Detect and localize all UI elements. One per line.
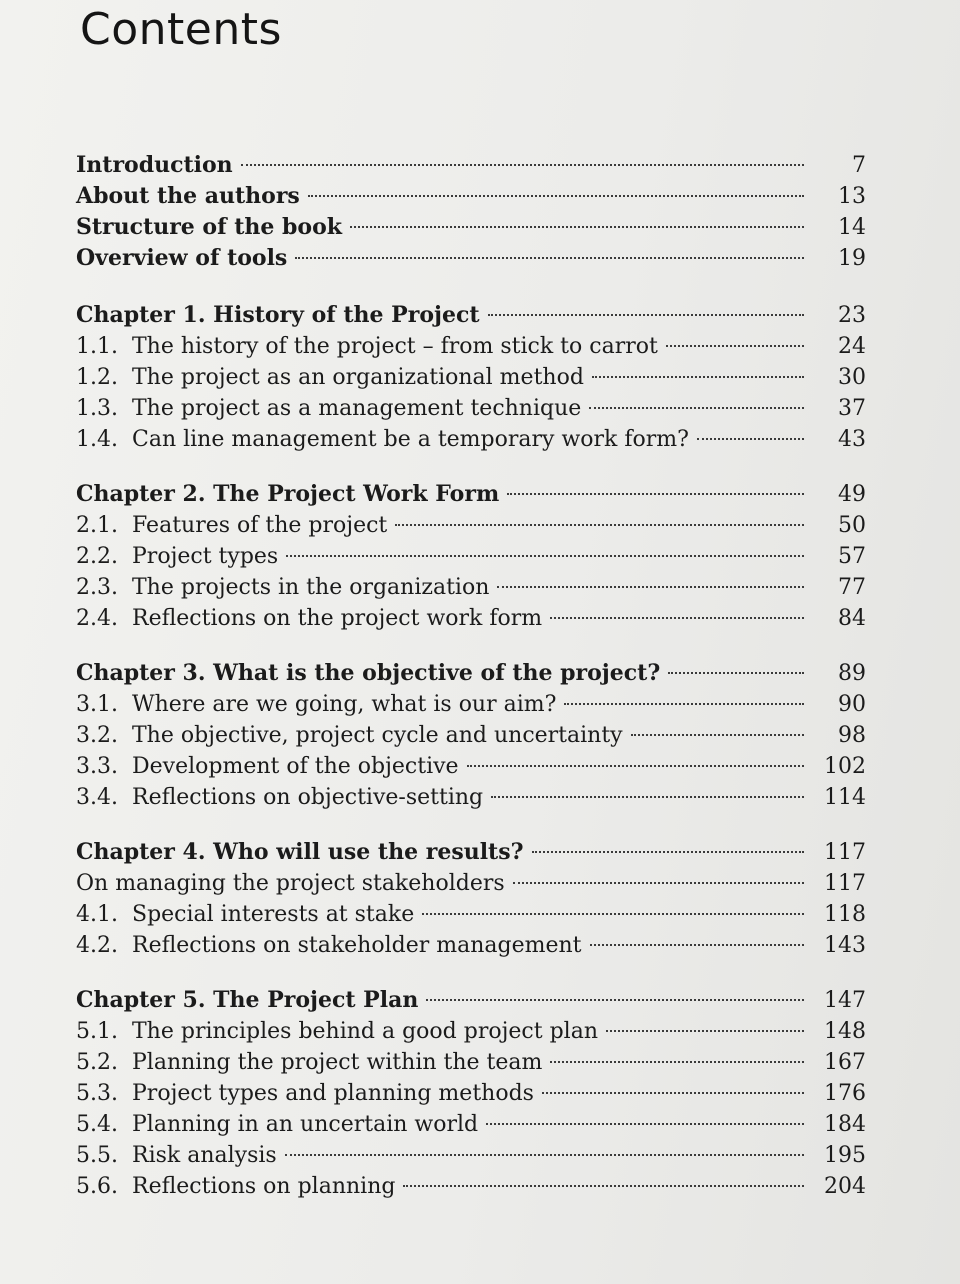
toc-entry[interactable] xyxy=(76,1016,876,1047)
toc-entry-number: 3.3. xyxy=(76,754,118,779)
toc-entry[interactable] xyxy=(76,181,876,212)
toc-entry-number: 3.1. xyxy=(76,692,118,717)
dot-leader xyxy=(426,999,804,1001)
toc-entry-number: 5.2. xyxy=(76,1050,118,1075)
toc-entry-page: 30 xyxy=(838,365,866,390)
toc-entry[interactable] xyxy=(76,1078,876,1109)
toc-entry-page: 90 xyxy=(838,692,866,717)
table-of-contents xyxy=(76,150,876,1226)
dot-leader xyxy=(488,314,804,316)
toc-entry-page: 114 xyxy=(824,785,866,810)
toc-entry-title: Where are we going, what is our aim? xyxy=(132,692,557,717)
toc-entry[interactable] xyxy=(76,930,876,961)
toc-entry-title: The principles behind a good project plan xyxy=(132,1019,598,1044)
dot-leader xyxy=(286,555,804,557)
toc-group xyxy=(76,837,876,961)
toc-entry[interactable] xyxy=(76,479,876,510)
toc-entry-title: The objective, project cycle and uncertainty xyxy=(132,723,623,748)
toc-entry-number: 4.2. xyxy=(76,933,118,958)
toc-entry-page: 102 xyxy=(824,754,866,779)
dot-leader xyxy=(697,438,804,440)
toc-entry-number: 2.3. xyxy=(76,575,118,600)
toc-entry-number: 1.1. xyxy=(76,334,118,359)
dot-leader xyxy=(395,524,804,526)
dot-leader xyxy=(550,617,804,619)
toc-entry[interactable] xyxy=(76,212,876,243)
dot-leader xyxy=(285,1154,804,1156)
toc-entry-page: 57 xyxy=(838,544,866,569)
toc-entry-number: 1.2. xyxy=(76,365,118,390)
toc-group xyxy=(76,658,876,813)
toc-entry-title: Introduction xyxy=(76,152,233,178)
toc-group xyxy=(76,985,876,1202)
toc-entry-number: 1.4. xyxy=(76,427,118,452)
dot-leader xyxy=(550,1061,804,1063)
toc-entry[interactable] xyxy=(76,393,876,424)
toc-entry-title: On managing the project stakeholders xyxy=(76,871,505,896)
toc-entry[interactable] xyxy=(76,362,876,393)
toc-entry[interactable] xyxy=(76,720,876,751)
toc-entry[interactable] xyxy=(76,1140,876,1171)
toc-entry[interactable] xyxy=(76,510,876,541)
toc-entry-page: 43 xyxy=(838,427,866,452)
dot-leader xyxy=(666,345,804,347)
toc-entry-page: 50 xyxy=(838,513,866,538)
toc-entry-page: 49 xyxy=(838,482,866,507)
toc-entry-number: 3.2. xyxy=(76,723,118,748)
toc-entry-title: Chapter 5. The Project Plan xyxy=(76,987,419,1013)
dot-leader xyxy=(241,164,804,166)
toc-entry-title: Project types xyxy=(132,544,279,569)
dot-leader xyxy=(513,882,804,884)
toc-entry-page: 24 xyxy=(838,334,866,359)
toc-entry[interactable] xyxy=(76,572,876,603)
toc-entry-number: 5.5. xyxy=(76,1143,118,1168)
toc-entry-number: 5.1. xyxy=(76,1019,118,1044)
toc-entry-title: Reflections on objective-setting xyxy=(132,785,484,810)
toc-group xyxy=(76,150,876,274)
toc-entry-title: Planning in an uncertain world xyxy=(132,1112,479,1137)
toc-group xyxy=(76,479,876,634)
toc-entry-page: 37 xyxy=(838,396,866,421)
dot-leader xyxy=(507,493,804,495)
toc-entry[interactable] xyxy=(76,899,876,930)
toc-entry[interactable] xyxy=(76,658,876,689)
toc-entry-title: The project as an organizational method xyxy=(132,365,584,390)
toc-entry[interactable] xyxy=(76,424,876,455)
toc-entry-title: Features of the project xyxy=(132,513,388,538)
toc-entry-page: 204 xyxy=(824,1174,866,1199)
toc-entry[interactable] xyxy=(76,1047,876,1078)
dot-leader xyxy=(592,376,804,378)
dot-leader xyxy=(486,1123,804,1125)
toc-entry-title: Overview of tools xyxy=(76,245,288,271)
toc-entry-number: 5.3. xyxy=(76,1081,118,1106)
toc-entry-title: Structure of the book xyxy=(76,214,343,240)
toc-entry-title: Chapter 4. Who will use the results? xyxy=(76,839,524,865)
toc-entry[interactable] xyxy=(76,331,876,362)
toc-entry-title: Development of the objective xyxy=(132,754,459,779)
toc-entry-number: 3.4. xyxy=(76,785,118,810)
toc-entry-page: 118 xyxy=(824,902,866,927)
dot-leader xyxy=(308,195,804,197)
toc-entry-page: 14 xyxy=(838,215,866,240)
toc-entry-title: The history of the project – from stick to carrot xyxy=(132,334,658,359)
toc-entry-page: 13 xyxy=(838,184,866,209)
dot-leader xyxy=(631,734,804,736)
toc-entry-number: 5.6. xyxy=(76,1174,118,1199)
toc-entry-page: 23 xyxy=(838,303,866,328)
toc-entry-page: 184 xyxy=(824,1112,866,1137)
toc-entry-title: Planning the project within the team xyxy=(132,1050,543,1075)
toc-entry-number: 2.1. xyxy=(76,513,118,538)
toc-entry[interactable] xyxy=(76,541,876,572)
toc-entry[interactable] xyxy=(76,837,876,868)
toc-entry[interactable] xyxy=(76,603,876,634)
toc-entry-page: 143 xyxy=(824,933,866,958)
toc-entry-title: Chapter 2. The Project Work Form xyxy=(76,481,500,507)
toc-entry-page: 98 xyxy=(838,723,866,748)
dot-leader xyxy=(491,796,804,798)
toc-entry-number: 2.2. xyxy=(76,544,118,569)
toc-entry[interactable] xyxy=(76,243,876,274)
dot-leader xyxy=(606,1030,804,1032)
toc-entry-page: 84 xyxy=(838,606,866,631)
toc-entry[interactable] xyxy=(76,782,876,813)
toc-entry-page: 148 xyxy=(824,1019,866,1044)
toc-entry-title: Special interests at stake xyxy=(132,902,415,927)
toc-entry-title: About the authors xyxy=(76,183,300,209)
toc-entry[interactable] xyxy=(76,1109,876,1140)
toc-entry-title: Risk analysis xyxy=(132,1143,277,1168)
toc-entry-title: Chapter 3. What is the objective of the project? xyxy=(76,660,661,686)
toc-entry[interactable] xyxy=(76,689,876,720)
toc-entry-page: 77 xyxy=(838,575,866,600)
toc-entry-title: Reflections on planning xyxy=(132,1174,396,1199)
toc-entry-title: Chapter 1. History of the Project xyxy=(76,302,480,328)
toc-entry-page: 176 xyxy=(824,1081,866,1106)
toc-entry[interactable] xyxy=(76,751,876,782)
page-title: Contents xyxy=(80,4,282,55)
toc-entry-page: 7 xyxy=(852,153,866,178)
toc-entry-page: 195 xyxy=(824,1143,866,1168)
dot-leader xyxy=(542,1092,804,1094)
dot-leader xyxy=(350,226,804,228)
toc-entry-title: The project as a management technique xyxy=(132,396,582,421)
toc-entry[interactable] xyxy=(76,985,876,1016)
dot-leader xyxy=(497,586,804,588)
toc-entry[interactable] xyxy=(76,868,876,899)
dot-leader xyxy=(668,672,804,674)
dot-leader xyxy=(422,913,804,915)
toc-entry-number: 2.4. xyxy=(76,606,118,631)
toc-entry-title: Can line management be a temporary work form? xyxy=(132,427,689,452)
toc-entry-number: 4.1. xyxy=(76,902,118,927)
toc-entry[interactable] xyxy=(76,1171,876,1202)
dot-leader xyxy=(403,1185,804,1187)
toc-entry-page: 147 xyxy=(824,988,866,1013)
toc-entry-title: Project types and planning methods xyxy=(132,1081,534,1106)
toc-entry-title: Reflections on the project work form xyxy=(132,606,543,631)
toc-entry-page: 19 xyxy=(838,246,866,271)
toc-entry-number: 5.4. xyxy=(76,1112,118,1137)
toc-entry-number: 1.3. xyxy=(76,396,118,421)
toc-group xyxy=(76,300,876,455)
toc-entry-page: 89 xyxy=(838,661,866,686)
toc-entry-page: 117 xyxy=(824,840,866,865)
toc-entry[interactable] xyxy=(76,150,876,181)
toc-entry-page: 167 xyxy=(824,1050,866,1075)
dot-leader xyxy=(590,944,805,946)
toc-entry-page: 117 xyxy=(824,871,866,896)
dot-leader xyxy=(532,851,805,853)
toc-entry-title: The projects in the organization xyxy=(132,575,490,600)
dot-leader xyxy=(295,257,804,259)
dot-leader xyxy=(589,407,804,409)
dot-leader xyxy=(467,765,804,767)
toc-entry[interactable] xyxy=(76,300,876,331)
dot-leader xyxy=(564,703,804,705)
toc-entry-title: Reflections on stakeholder management xyxy=(132,933,582,958)
